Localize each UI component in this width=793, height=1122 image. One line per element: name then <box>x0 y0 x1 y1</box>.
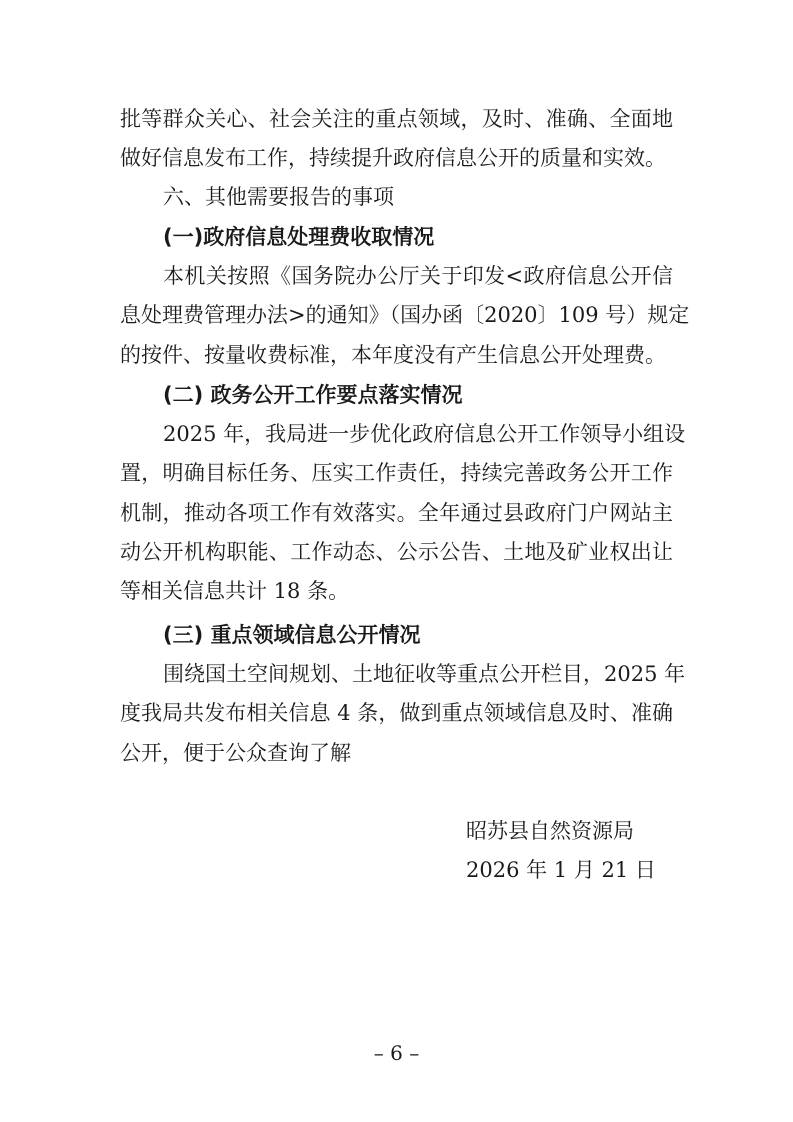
sub-2-line-4: 动公开机构职能、工作动态、公示公告、土地及矿业权出让 <box>120 540 673 564</box>
intro-line-2: 做好信息发布工作，持续提升政府信息公开的质量和实效。 <box>120 146 666 170</box>
intro-line-1: 批等群众关心、社会关注的重点领域，及时、准确、全面地 <box>120 107 673 131</box>
sub-2-line-1: 2025 年，我局进一步优化政府信息公开工作领导小组设 <box>163 422 686 446</box>
sub-1-line-2: 息处理费管理办法>的通知》（国办函〔2020〕109 号）规定 <box>120 303 690 327</box>
sub-1-line-3: 的按件、按量收费标准，本年度没有产生信息公开处理费。 <box>120 343 666 367</box>
page-number: – 6 – <box>373 1041 420 1065</box>
sub-2-line-5: 等相关信息共计 18 条。 <box>120 579 350 603</box>
sub-1-line-1: 本机关按照《国务院办公厅关于印发<政府信息公开信 <box>163 264 673 288</box>
sub-1-heading: (一)政府信息处理费收取情况 <box>163 225 435 249</box>
sub-3-line-3: 公开，便于公众查询了解 <box>120 741 351 765</box>
signature-date: 2026 年 1 月 21 日 <box>466 858 656 882</box>
sub-3-line-1: 围绕国土空间规划、土地征收等重点公开栏目，2025 年 <box>163 662 686 686</box>
sub-2-line-3: 机制，推动各项工作有效落实。全年通过县政府门户网站主 <box>120 501 673 525</box>
sub-2-line-2: 置，明确目标任务、压实工作责任，持续完善政务公开工作 <box>120 461 673 485</box>
sub-3-line-2: 度我局共发布相关信息 4 条，做到重点领域信息及时、准确 <box>120 701 673 725</box>
sub-2-heading: (二) 政务公开工作要点落实情况 <box>163 383 463 407</box>
section-6-heading: 六、其他需要报告的事项 <box>163 185 394 209</box>
signature-org: 昭苏县自然资源局 <box>466 819 634 843</box>
sub-3-heading: (三) 重点领域信息公开情况 <box>163 623 421 647</box>
